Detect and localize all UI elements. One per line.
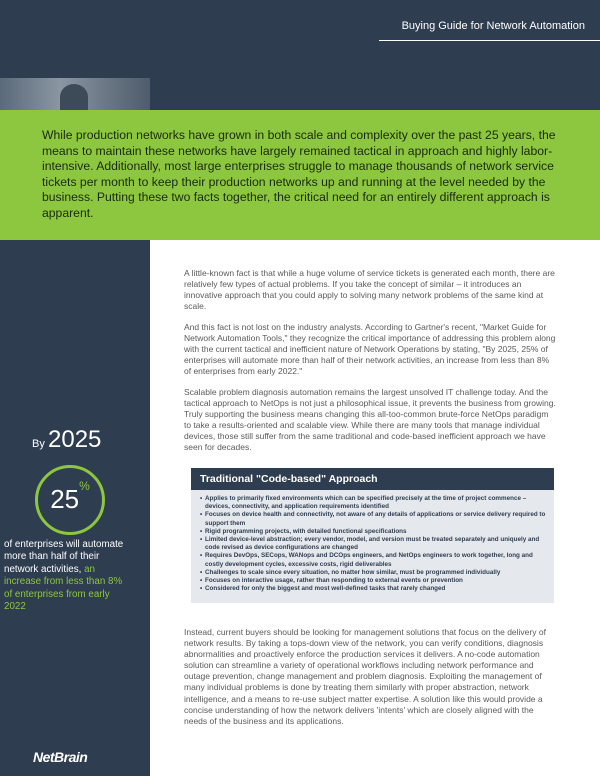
traditional-approach-box	[191, 468, 554, 603]
stat-by-label: By	[32, 438, 45, 450]
header-rule	[379, 40, 600, 41]
list-item: • Focuses on device health and connectivity, not aware of any details of applications or service delivery required to support them	[200, 511, 548, 527]
stat-text-highlight: an increase from less than 8% of enterprises from early 2022	[4, 563, 123, 613]
intro-text: While production networks have grown in both scale and complexity over the past 25 years, the means to maintain these networks have largely remained tactical in approach and highly labor-intensive. Additionally, most large enterprises struggle to manage thousands of network service tickets per month to keep their production networks up and running at the level needed by the business. Putting these two facts together, the critical need for an entirely different approach is apparent.	[42, 128, 556, 220]
body-paragraph-1: A little-known fact is that while a huge volume of service tickets is generated each month, there are relatively few types of actual problems. If you take the concept of similar – it introduces an innovative approach that you could apply to solving many network problems of the same kind at scale.	[184, 268, 555, 312]
body-paragraph-3: Scalable problem diagnosis automation remains the largest unsolved IT challenge today. And the tactical approach to NetOps is not just a philosophical issue, it prevents the business from growing. Truly supporting the business means changing this all-too-common brute-force NetOps paradigm to take a results-oriented and scalable view. While there are many tools that manage individual devices, those still suffer from the same traditional and code-based inefficient approach we have seen for decades.	[184, 387, 556, 453]
list-item: • Requires DevOps, SECops, WANops and DCOps engineers, and NetOps engineers to work together, long and costly development cycles, excessive costs, rigid deliverables	[200, 552, 548, 568]
netbrain-logo	[33, 749, 103, 765]
stat-circle	[35, 465, 105, 535]
traditional-approach-list	[191, 490, 554, 593]
list-item: • Considered for only the biggest and most well-defined tasks that rarely changed	[200, 585, 548, 593]
stat-number: 25	[50, 484, 80, 514]
list-item: • Challenges to scale since every situation, no matter how similar, must be programmed individually	[200, 569, 548, 577]
body-paragraph-2: And this fact is not lost on the industry analysts. According to Gartner's recent, "Market Guide for Network Automation Tools," they recognize the critical importance of addressing this problem along with the current tactical and inefficient nature of Network Operations by stating, "By 2025, 25% of enterprises will automate more than half of their network activities, an increase from less than 8% of enterprises from early 2022."	[184, 322, 556, 377]
stat-year: 2025	[48, 426, 102, 453]
stat-text-main: of enterprises will automate more than half of their network activities,	[4, 539, 124, 575]
logo-text: NetBrain	[33, 749, 88, 765]
list-item: • Focuses on interactive usage, rather than responding to external events or prevention	[200, 577, 548, 585]
list-item: • Applies to primarily fixed environments which can be specified precisely at the time of project commence – devices, connectivity, and application requirements identified	[200, 495, 548, 511]
body-paragraph-4: Instead, current buyers should be looking for management solutions that focus on the delivery of network results. By taking a tops-down view of the network, you can verify conditions, diagnosis abnormalities and proactively enforce the production services it delivers. A no-code automation solution can streamline a variety of operational workflows including network performance and outage prevention, change management and problem diagnosis. Exploiting the management of many individual problems is done by treating them similarly with proper abstraction, network intelligence, and a means to re-use subject matter expertise. A solution like this would provide a concise understanding of how the network delivers 'intents' which are closely aligned with the needs of the business and its applications.	[184, 627, 546, 726]
list-item: • Rigid programming projects, with detailed functional specifications	[200, 528, 548, 536]
traditional-approach-title: Traditional "Code-based" Approach	[191, 468, 554, 490]
stat-description	[4, 539, 132, 613]
header-photo	[0, 78, 150, 110]
list-item: • Limited device-level abstraction; every vendor, model, and version must be treated separately and uniquely and code revised as device configurations are changed	[200, 536, 548, 552]
intro-callout	[0, 110, 600, 240]
stat-percent-sign: %	[79, 479, 90, 493]
page-header-title: Buying Guide for Network Automation	[401, 20, 585, 32]
